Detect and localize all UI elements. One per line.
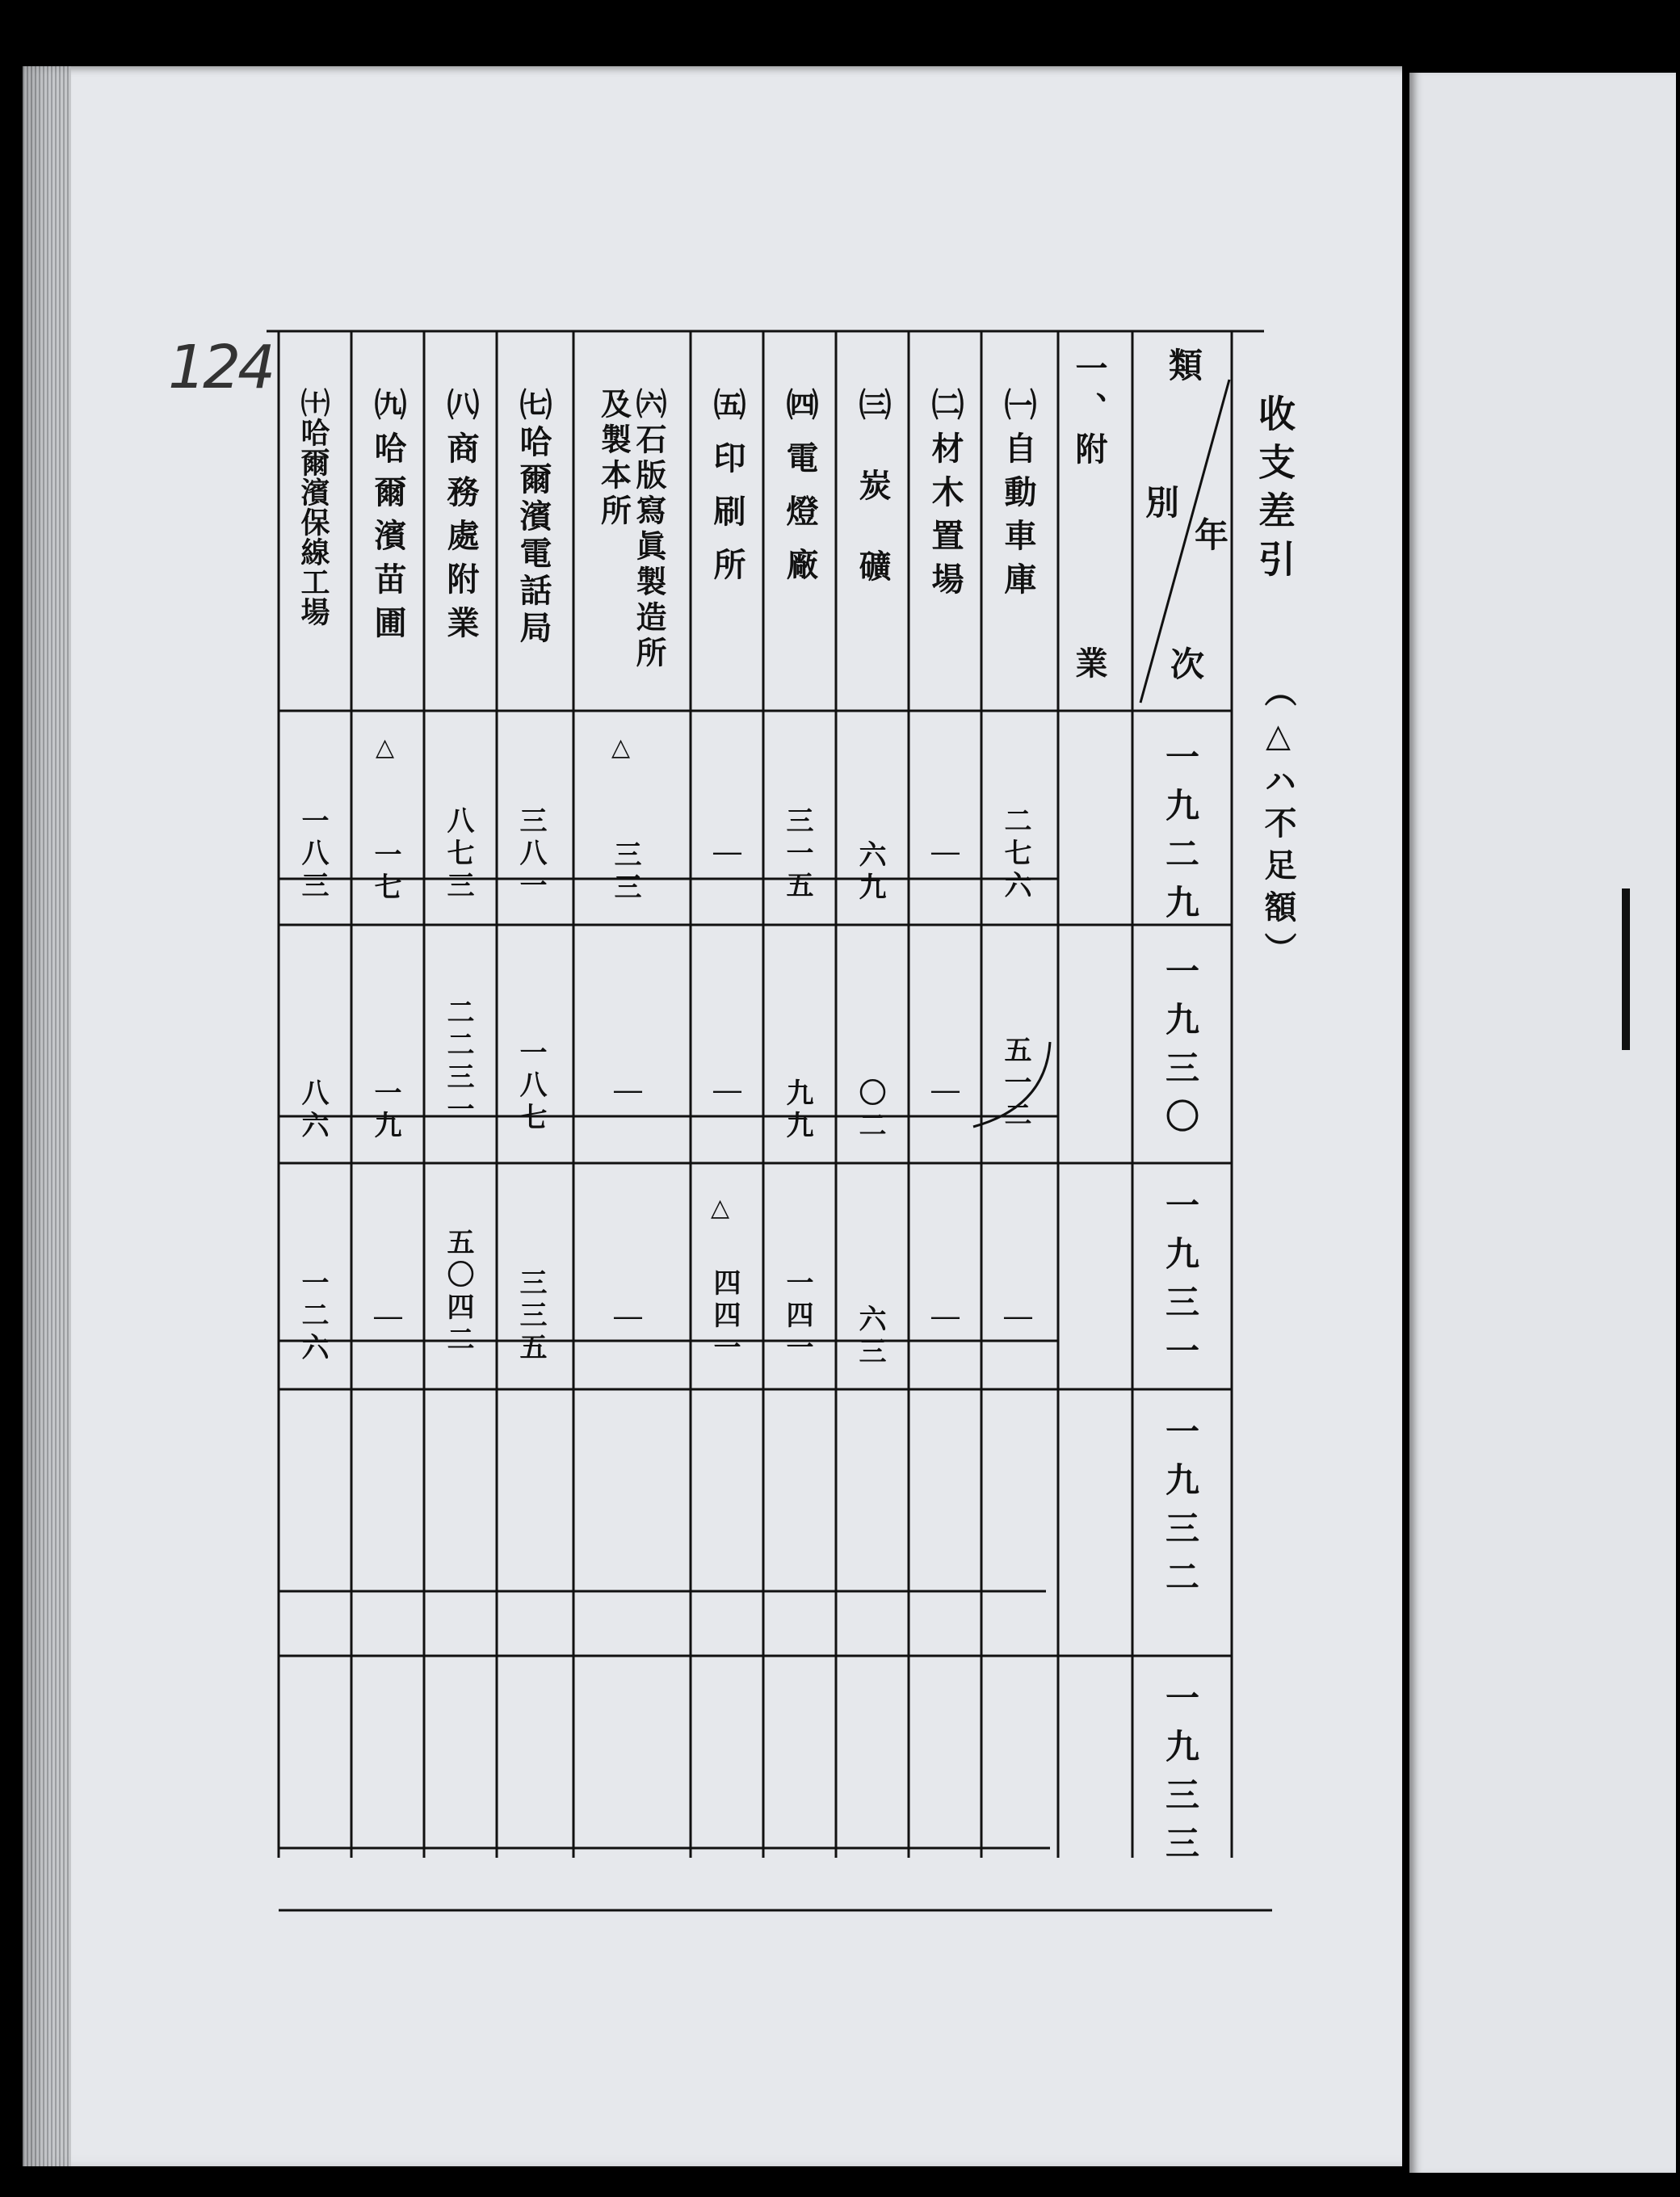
value-cell: 一七 bbox=[369, 840, 401, 905]
value-cell: 八七三 bbox=[442, 806, 474, 903]
category-label: ㈧商務處附業 bbox=[442, 388, 480, 649]
year-label: 一九三〇 bbox=[1161, 953, 1200, 1147]
value-cell: 六三 bbox=[854, 1304, 886, 1369]
value-cell: 三三五 bbox=[514, 1268, 547, 1365]
category-label: ㈤印刷所 bbox=[708, 388, 746, 601]
value-cell: 二七六 bbox=[999, 806, 1031, 903]
value-cell: 一八七 bbox=[514, 1038, 547, 1135]
page-number: 124 bbox=[168, 333, 273, 402]
category-label: ㈥石版寫眞製造所及製本所 bbox=[595, 388, 667, 672]
value-cell: 四四一 bbox=[708, 1268, 741, 1365]
value-cell: 一八三 bbox=[296, 806, 329, 903]
category-label: ㈨哈爾濱苗圃 bbox=[369, 388, 407, 649]
negative-mark: △ bbox=[611, 733, 631, 762]
value-cell: ｜ bbox=[999, 1304, 1031, 1337]
year-label: 一九二九 bbox=[1161, 739, 1200, 933]
category-label: ㈦哈爾濱電話局 bbox=[514, 388, 552, 648]
value-cell: 三一五 bbox=[781, 806, 813, 903]
negative-mark: △ bbox=[376, 733, 395, 762]
category-label: ㈠自動車庫 bbox=[999, 388, 1037, 606]
header-categories: 類 bbox=[1164, 347, 1203, 394]
value-cell: 三三 bbox=[609, 840, 641, 905]
value-cell: 〇二 bbox=[854, 1078, 886, 1143]
value-cell: ｜ bbox=[926, 840, 959, 872]
category-label: ㈣電燈廠 bbox=[781, 388, 819, 601]
section-label-2: 業 bbox=[1070, 646, 1108, 690]
year-label: 一九三二 bbox=[1161, 1414, 1200, 1607]
value-cell: 一九 bbox=[369, 1078, 401, 1143]
value-cell: ｜ bbox=[609, 1304, 641, 1337]
value-cell: ｜ bbox=[369, 1304, 401, 1337]
header-years-2: 次 bbox=[1166, 646, 1205, 693]
value-cell: ｜ bbox=[708, 1078, 741, 1111]
table-subtitle: （△ハ不足額） bbox=[1259, 674, 1297, 974]
value-cell: 一二六 bbox=[296, 1268, 329, 1365]
value-cell: ｜ bbox=[926, 1304, 959, 1337]
value-cell: 二二三一 bbox=[442, 998, 474, 1127]
value-cell: 三八一 bbox=[514, 806, 547, 903]
value-cell: 五〇四二 bbox=[442, 1228, 474, 1357]
category-label: ㈡材木置場 bbox=[926, 388, 964, 606]
value-cell: 八六 bbox=[296, 1078, 329, 1143]
category-label: ㈩哈爾濱保線工場 bbox=[296, 388, 330, 627]
year-label: 一九三一 bbox=[1161, 1187, 1200, 1381]
header-categories-2: 別 bbox=[1140, 485, 1180, 531]
value-cell: ｜ bbox=[609, 1078, 641, 1111]
value-cell: ｜ bbox=[708, 840, 741, 872]
section-label: 一、附 bbox=[1070, 351, 1108, 473]
year-label: 一九三三 bbox=[1161, 1680, 1200, 1874]
value-cell: 一四一 bbox=[781, 1268, 813, 1365]
header-years: 年 bbox=[1190, 517, 1229, 564]
table-title: 收支差引 bbox=[1253, 394, 1296, 588]
category-label: ㈢炭礦 bbox=[854, 388, 892, 630]
value-cell: 九九 bbox=[781, 1078, 813, 1143]
negative-mark: △ bbox=[711, 1194, 730, 1222]
value-cell: 六九 bbox=[854, 840, 886, 905]
value-cell: ｜ bbox=[926, 1078, 959, 1111]
value-cell: 五一二 bbox=[999, 1035, 1031, 1132]
